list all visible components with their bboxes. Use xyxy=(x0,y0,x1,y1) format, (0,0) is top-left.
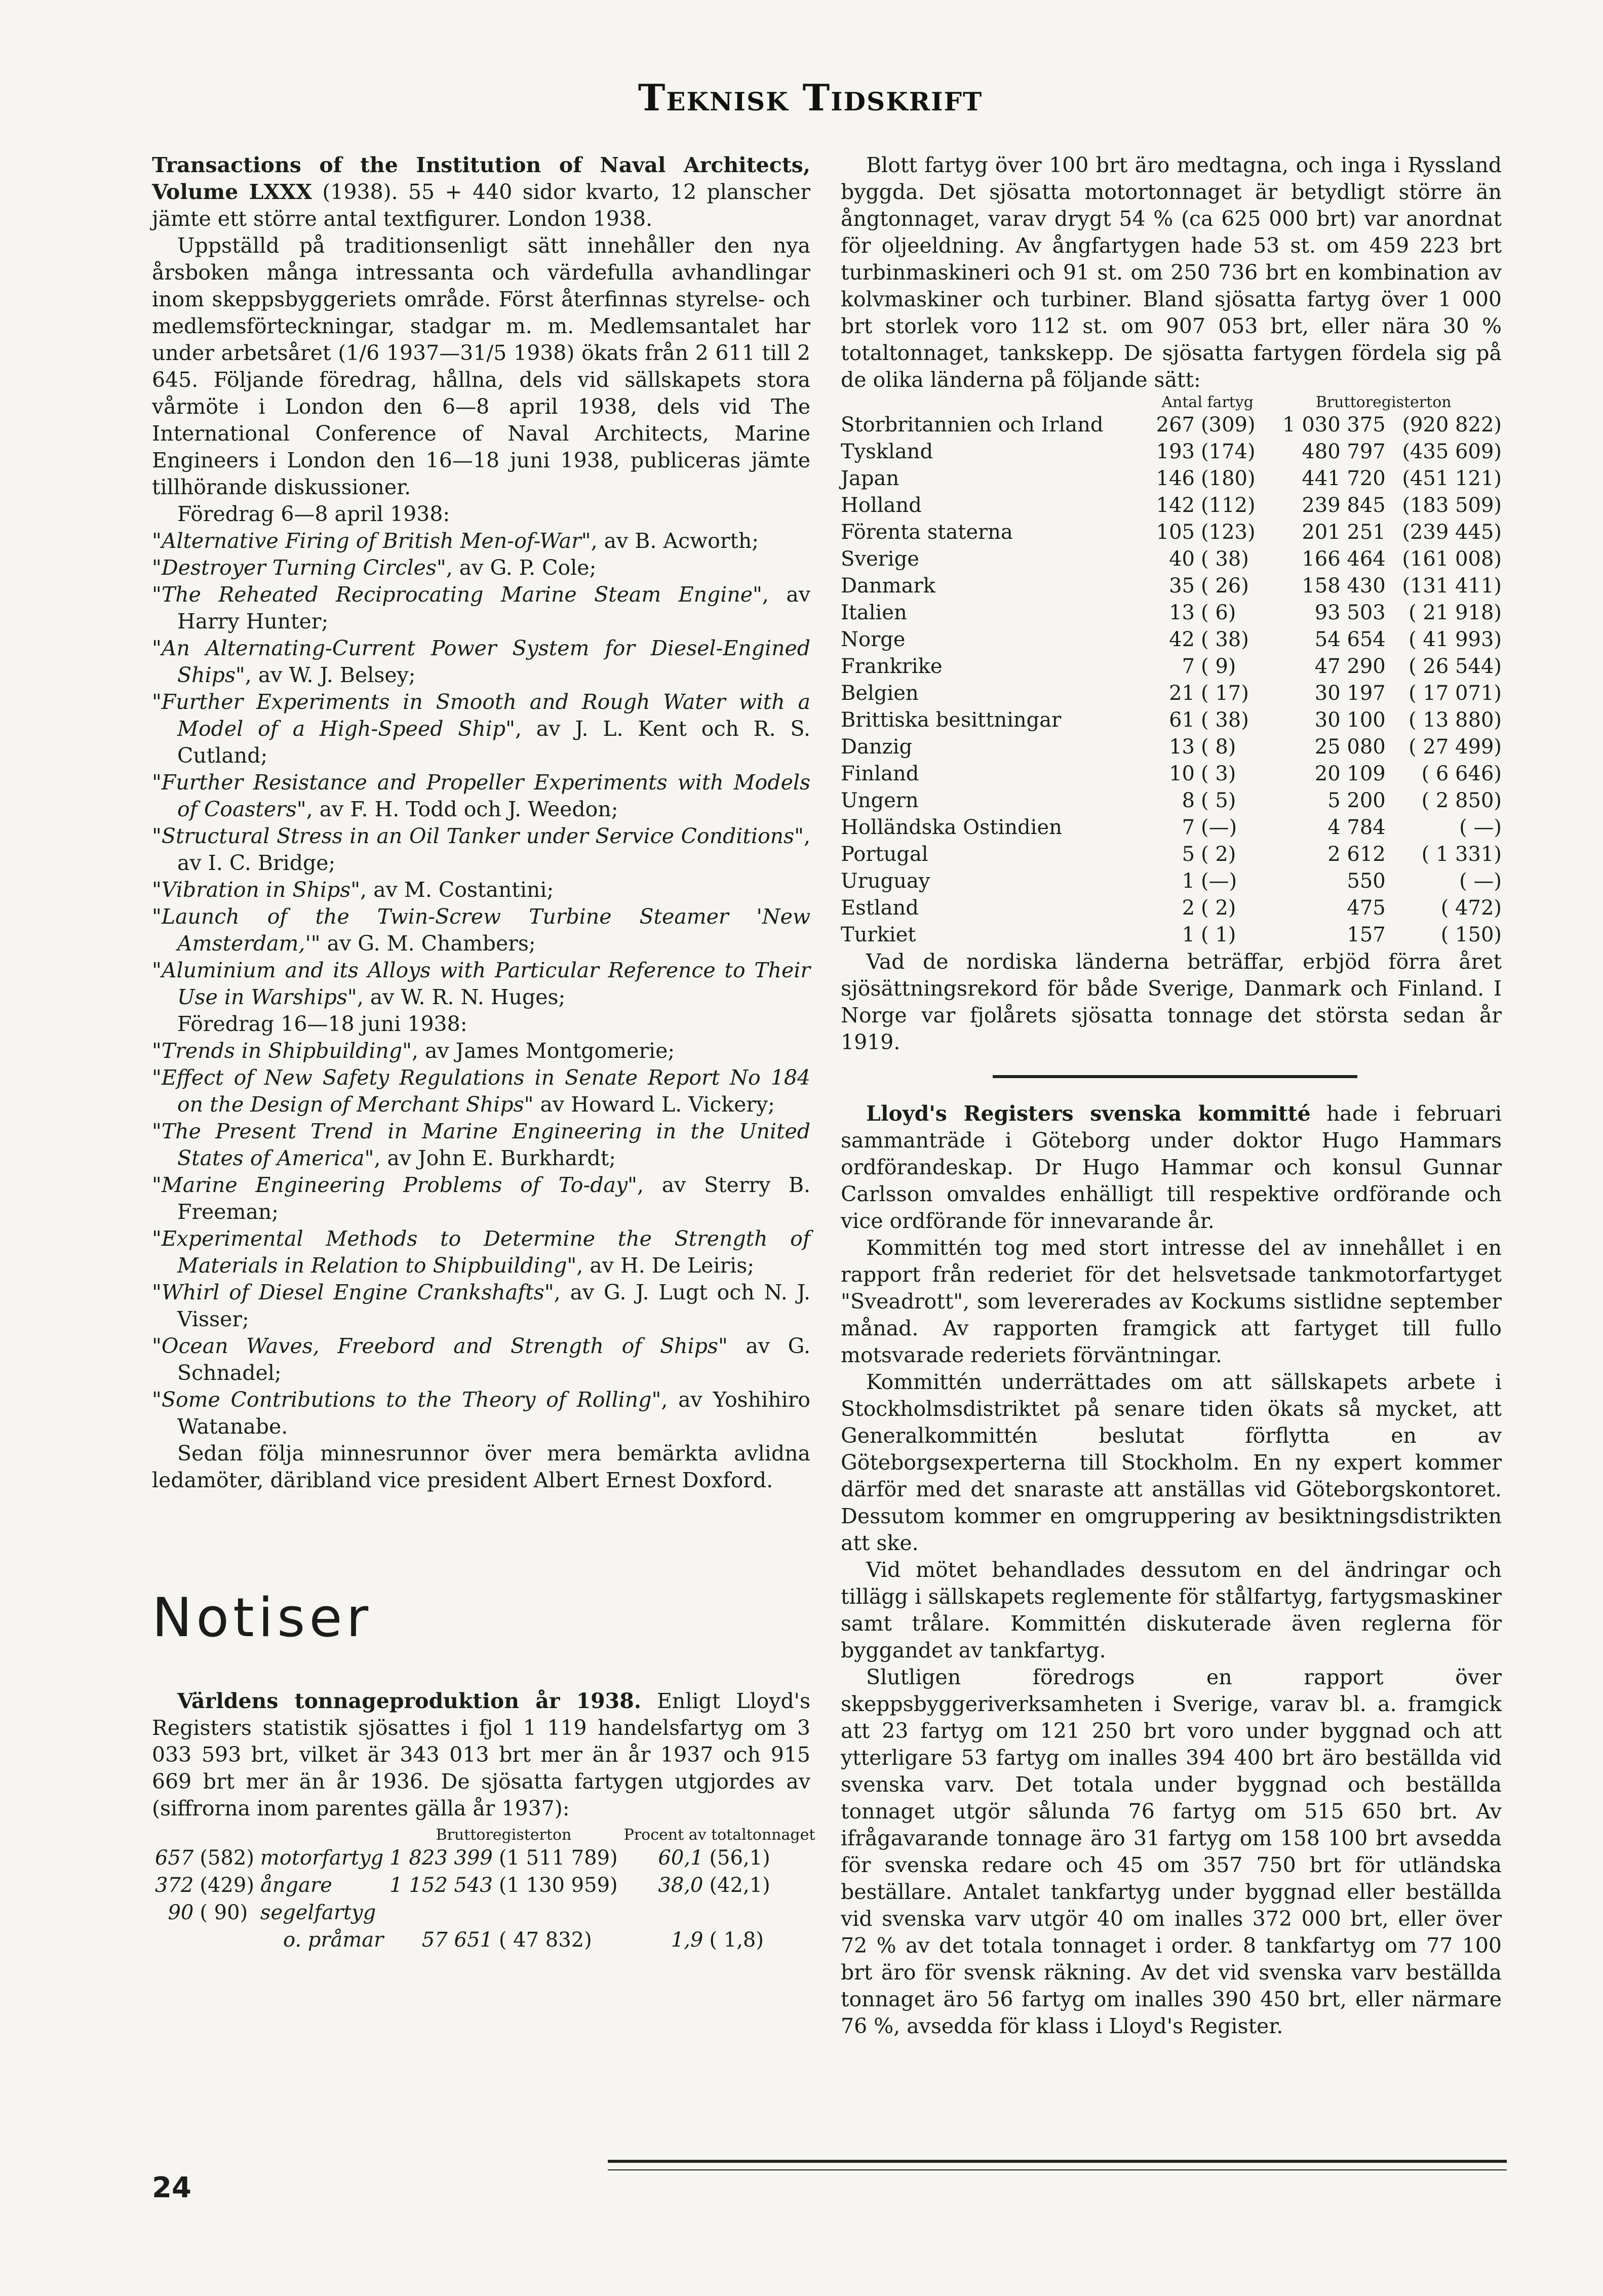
ship-count: 35 xyxy=(1169,574,1195,598)
country-name: Uruguay xyxy=(841,869,930,893)
ship-count-1937: (309) xyxy=(1201,413,1256,437)
shipbuilding-paragraph: Blott fartyg över 100 brt äro medtagna, och inga i Ryssland byggda. Det sjösatta motortonnaget är betydligt större än ångtonnaget, varav drygt 54 % (ca 625 000 brt) var anordnat för oljeeldning. Av ångfartygen hade 53 st. om 459 223 brt turbinmaskineri och 91 st. om 250 736 brt en kombination av kolvmaskiner och turbiner. Bland sjösatta fartyg över 1 000 brt storlek voro 112 st. om 907 053 brt, eller nära 30 % totaltonnaget, tankskepp. De sjösatta fartygen fördela sig på de olika länderna på följande sätt: xyxy=(841,153,1502,392)
gross-tonnage-1937: (183 509) xyxy=(1402,494,1502,517)
paper-entry: "Experimental Methods to Determine the Strength of Materials in Relation to Shipbuilding", av H. De Leiris; xyxy=(152,1226,810,1278)
production-row: 90 ( 90) segelfartyg xyxy=(168,1901,376,1924)
gross-tonnage: 4 784 xyxy=(1327,816,1386,839)
gross-tonnage-1937: ( 150) xyxy=(1440,923,1502,946)
ship-count-1937: (180) xyxy=(1201,467,1256,490)
paper-entry: "Further Experiments in Smooth and Rough Water with a Model of a High-Speed Ship", av J. L. Kent och R. S. Cutland; xyxy=(152,690,810,768)
gross-tonnage-1937: (435 609) xyxy=(1402,440,1502,463)
ship-count: 267 xyxy=(1156,413,1195,437)
production-header-pct: Procent av totaltonnaget xyxy=(623,1826,815,1844)
ship-count-1937: ( 8) xyxy=(1201,735,1236,759)
transactions-intro: Uppställd på traditionsenligt sätt innehåller den nya årsboken många intressanta och värdefulla avhandlingar inom skeppsbyggeriets område. Först återfinnas styrelse- och medlemsförteckningar, stadgar m. m. Medlemsantalet har under arbetsåret (1/6 1937—31/5 1938) ökats från 2 611 till 2 645. Följande föredrag, hållna, dels vid sällskapets stora vårmöte i London den 6—8 april 1938, dels vid The International Conference of Naval Architects, Marine Engineers i London den 16—18 juni 1938, publiceras jämte tillhörande diskussioner. xyxy=(152,233,810,499)
paper-entry: "The Reheated Reciprocating Marine Steam Engine", av Harry Hunter; xyxy=(152,582,810,634)
gross-tonnage: 201 251 xyxy=(1302,521,1386,544)
ship-count: 10 xyxy=(1169,762,1195,785)
paper-entry: "Alternative Firing of British Men-of-War", av B. Acworth; xyxy=(152,529,759,553)
footer-rule-thin xyxy=(608,2169,1507,2170)
country-row xyxy=(841,680,1502,707)
country-name: Portugal xyxy=(841,843,928,866)
transactions-meta: (1938). 55 + 440 sidor kvarto, 12 planscher jämte ett större antal textfigurer. London 1938. xyxy=(152,180,810,231)
country-name: Danzig xyxy=(841,735,913,759)
transactions-entry xyxy=(152,152,810,232)
district-paragraph: Kommittén underrättades om att sällskapets arbete i Stockholmsdistriktet på senare tiden ökats så mycket, att Generalkommittén beslutat förflytta en av Göteborgsexperterna till Stockholm. En ny expert kommer därför med det snaraste att anställas vid Göteborgskontoret. Dessutom kommer en omgruppering av besiktningsdistrikten att ske. xyxy=(841,1370,1502,1555)
paper-entry: "Whirl of Diesel Engine Crankshafts", av G. J. Lugt och N. J. Visser; xyxy=(152,1280,810,1331)
transactions-closing: Sedan följa minnesrunnor över mera bemärkta avlidna ledamöter, däribland vice president Albert Ernest Doxford. xyxy=(152,1441,810,1492)
country-tonnage-table xyxy=(841,393,1502,948)
ship-count: 1 xyxy=(1182,923,1195,946)
gross-tonnage: 158 430 xyxy=(1302,574,1386,598)
paper-entry: "Vibration in Ships", av M. Costantini; xyxy=(152,878,554,902)
ship-count-1937: ( 6) xyxy=(1201,601,1236,624)
notiser-heading: Notiser xyxy=(152,1587,373,1649)
country-name: Belgien xyxy=(841,682,919,705)
gross-tonnage: 157 xyxy=(1347,923,1386,946)
ship-count: 13 xyxy=(1169,735,1195,759)
ship-count: 2 xyxy=(1182,896,1195,920)
gross-tonnage: 441 720 xyxy=(1302,467,1386,490)
country-row xyxy=(841,707,1502,734)
gross-tonnage: 166 464 xyxy=(1302,547,1386,571)
world-tonnage-text: Enligt Lloyd's Registers statistik sjösattes i fjol 1 119 handelsfartyg om 3 033 593 brt, vilket är 343 013 brt mer än år 1937 och 915 669 brt mer än år 1936. De sjösatta fartygen utgjordes av (siffrorna inom parentes gälla år 1937): xyxy=(152,1689,810,1820)
country-name: Japan xyxy=(841,467,900,490)
gross-tonnage-1937: ( 13 880) xyxy=(1409,708,1502,732)
ship-count-1937: (123) xyxy=(1201,521,1256,544)
papers-subheading-june: Föredrag 16—18 juni 1938: xyxy=(177,1012,467,1036)
ship-count: 7 xyxy=(1182,816,1195,839)
country-name: Danmark xyxy=(841,574,935,598)
ship-count: 61 xyxy=(1169,708,1195,732)
gross-tonnage-1937: ( 26 544) xyxy=(1409,655,1502,678)
gross-tonnage-1937: ( —) xyxy=(1459,869,1502,893)
ship-count-1937: ( 38) xyxy=(1201,708,1249,732)
paper-entry: "Destroyer Turning Circles", av G. P. Cole; xyxy=(152,556,597,580)
gross-tonnage-1937: (161 008) xyxy=(1402,547,1502,571)
gross-tonnage-1937: ( 6 646) xyxy=(1421,762,1502,785)
ship-count-1937: (112) xyxy=(1201,494,1256,517)
nordic-paragraph: Vad de nordiska länderna beträffar, erbjöd förra året sjösättningsrekord för både Sverige, Danmark och Finland. I Norge var fjolårets sjösatta tonnage det största sedan år 1919. xyxy=(841,949,1502,1054)
production-row: 372 (429) ångare 1 152 543 (1 130 959) 38,0 (42,1) xyxy=(155,1874,770,1897)
ship-count: 5 xyxy=(1182,843,1195,866)
ship-count-1937: ( 2) xyxy=(1201,896,1236,920)
gross-tonnage: 2 612 xyxy=(1327,843,1386,866)
gross-tonnage: 475 xyxy=(1347,896,1386,920)
gross-tonnage: 239 845 xyxy=(1302,494,1386,517)
country-name: Tyskland xyxy=(841,440,933,463)
country-name: Förenta staterna xyxy=(841,521,1013,544)
ship-count-1937: (174) xyxy=(1201,440,1256,463)
country-name: Ungern xyxy=(841,789,919,812)
country-name: Italien xyxy=(841,601,907,624)
ship-count-1937: ( 38) xyxy=(1201,628,1249,651)
gross-tonnage: 550 xyxy=(1347,869,1386,893)
country-row xyxy=(841,922,1502,948)
ship-count-1937: ( 2) xyxy=(1201,843,1236,866)
paper-entry: "An Alternating-Current Power System for Diesel-Engined Ships", av W. J. Belsey; xyxy=(152,636,810,687)
gross-tonnage: 47 290 xyxy=(1314,655,1386,678)
gross-tonnage-1937: (239 445) xyxy=(1402,521,1502,544)
paper-entry: "Some Contributions to the Theory of Rolling", av Yoshihiro Watanabe. xyxy=(152,1388,810,1439)
ship-count-1937: ( 17) xyxy=(1201,682,1249,705)
country-row xyxy=(841,787,1502,814)
gross-tonnage: 20 109 xyxy=(1314,762,1386,785)
country-name: Holländska Ostindien xyxy=(841,816,1062,839)
papers-subheading-april: Föredrag 6—8 april 1938: xyxy=(177,502,450,526)
country-row xyxy=(841,868,1502,895)
ship-count-1937: ( 9) xyxy=(1201,655,1236,678)
papers-list-june xyxy=(152,1038,810,1440)
production-row: o. pråmar 57 651 ( 47 832) 1,9 ( 1,8) xyxy=(283,1928,764,1952)
ship-count: 193 xyxy=(1156,440,1195,463)
gross-tonnage: 93 503 xyxy=(1314,601,1386,624)
country-row xyxy=(841,734,1502,761)
gross-tonnage-1937: (451 121) xyxy=(1402,467,1502,490)
left-column xyxy=(152,152,815,1954)
gross-tonnage-1937: ( 21 918) xyxy=(1409,601,1502,624)
country-row xyxy=(841,626,1502,653)
country-name: Frankrike xyxy=(841,655,943,678)
gross-tonnage-1937: ( —) xyxy=(1459,816,1502,839)
gross-tonnage-1937: ( 27 499) xyxy=(1409,735,1502,759)
country-name: Holland xyxy=(841,494,922,517)
gross-tonnage: 54 654 xyxy=(1314,628,1386,651)
journal-masthead: Teknisk Tidskrift xyxy=(638,76,983,119)
country-row xyxy=(841,439,1502,465)
gross-tonnage-1937: ( 41 993) xyxy=(1409,628,1502,651)
paper-entry: "The Present Trend in Marine Engineering in the United States of America", av John E. Burkhardt; xyxy=(152,1119,810,1170)
footer-rule xyxy=(608,2160,1507,2163)
country-row xyxy=(841,492,1502,519)
committee-paragraph: Kommittén tog med stort intresse del av innehållet i en rapport från rederiet för det helsvetsade tankmotorfartyget "Sveadrott", som levererades av Kockums sistlidne september månad. Av rapporten framgick att fartyget till fullo motsvarade rederiets förväntningar. xyxy=(841,1236,1502,1367)
production-header-brt: Bruttoregisterton xyxy=(436,1826,572,1844)
production-row: 657 (582) motorfartyg 1 823 399 (1 511 789) 60,1 (56,1) xyxy=(155,1846,770,1870)
paper-entry: "Effect of New Safety Regulations in Senate Report No 184 on the Design of Merchant Ships" av Howard L. Vickery; xyxy=(152,1065,810,1117)
paper-entry: "Ocean Waves, Freebord and Strength of Ships" av G. Schnadel; xyxy=(152,1334,811,1385)
country-table-header xyxy=(841,393,1502,412)
country-row xyxy=(841,519,1502,546)
ship-count-1937: ( 38) xyxy=(1201,547,1249,571)
gross-tonnage: 480 797 xyxy=(1302,440,1386,463)
ship-count: 13 xyxy=(1169,601,1195,624)
ship-count-1937: (—) xyxy=(1201,816,1237,839)
report-paragraph: Slutligen föredrogs en rapport över skeppsbyggeriverksamheten i Sverige, varav bl. a. framgick att 23 fartyg om 121 250 brt voro under byggnad och att ytterligare 53 fartyg om inalles 394 400 brt äro beställda vid svenska varv. Det totala under byggnad och beställda tonnaget utgör sålunda 76 fartyg om 515 650 brt. Av ifrågavarande tonnage äro 31 fartyg om 158 100 brt avsedda för svenska redare och 45 om 357 750 brt för utländska beställare. Antalet tankfartyg under byggnad eller beställda vid svenska varv utgör 40 om inalles 372 000 brt, eller över 72 % av det totala tonnaget i order. 8 tankfartyg om 77 100 brt äro för svensk räkning. Av det vid svenska varv beställda tonnaget äro 56 fartyg om inalles 390 450 brt, eller närmare 76 %, avsedda för klass i Lloyd's Register. xyxy=(841,1665,1502,2038)
ship-count-1937: ( 26) xyxy=(1201,574,1249,598)
production-table-header xyxy=(152,1826,818,1844)
paper-entry: "Further Resistance and Propeller Experiments with Models of Coasters", av F. H. Todd och J. Weedon; xyxy=(152,770,810,821)
paper-entry: "Trends in Shipbuilding", av James Montgomerie; xyxy=(152,1039,675,1063)
ship-count: 40 xyxy=(1169,547,1195,571)
paper-entry: "Marine Engineering Problems of To-day", av Sterry B. Freeman; xyxy=(152,1173,811,1224)
ship-count: 1 xyxy=(1182,869,1195,893)
gross-tonnage: 1 030 375 xyxy=(1282,413,1386,437)
country-name: Finland xyxy=(841,762,919,785)
gross-tonnage-1937: ( 472) xyxy=(1440,896,1502,920)
paper-entry: "Structural Stress in an Oil Tanker under Service Conditions", av I. C. Bridge; xyxy=(152,824,810,875)
country-header-brt: Bruttoregisterton xyxy=(1315,393,1452,411)
country-row xyxy=(841,412,1502,439)
country-name: Norge xyxy=(841,628,906,651)
gross-tonnage: 30 197 xyxy=(1314,682,1386,705)
ship-count: 7 xyxy=(1182,655,1195,678)
lloyds-heading: Lloyd's Registers svenska kommitté xyxy=(866,1101,1311,1126)
gross-tonnage: 30 100 xyxy=(1314,708,1386,732)
ship-count-1937: ( 1) xyxy=(1201,923,1236,946)
country-name: Storbritannien och Irland xyxy=(841,413,1104,437)
transactions-title: Transactions of the Institution of Naval Architects, Volume LXXX xyxy=(152,153,810,204)
gross-tonnage-1937: ( 2 850) xyxy=(1421,789,1502,812)
paper-entry: "Launch of the Twin-Screw Turbine Steamer 'New Amsterdam,'" av G. M. Chambers; xyxy=(152,904,810,956)
lloyds-paragraph xyxy=(841,1100,1502,1235)
country-header-count: Antal fartyg xyxy=(1161,393,1254,411)
ship-count-1937: ( 5) xyxy=(1201,789,1236,812)
rules-paragraph: Vid mötet behandlades dessutom en del ändringar och tillägg i sällskapets reglemente för stålfartyg, fartygsmaskiner samt trålare. Kommittén diskuterade även reglerna för byggandet av tankfartyg. xyxy=(841,1558,1502,1662)
gross-tonnage: 5 200 xyxy=(1327,789,1386,812)
gross-tonnage: 25 080 xyxy=(1314,735,1386,759)
paper-entry: "Aluminium and its Alloys with Particular Reference to Their Use in Warships", av W. R. N. Huges; xyxy=(152,958,810,1009)
gross-tonnage-1937: (920 822) xyxy=(1402,413,1502,437)
section-divider xyxy=(993,1075,1357,1078)
country-name: Estland xyxy=(841,896,919,920)
country-row xyxy=(841,653,1502,680)
world-tonnage-paragraph xyxy=(152,1688,810,1822)
papers-list-april xyxy=(152,528,810,1011)
country-row xyxy=(841,600,1502,626)
ship-count: 21 xyxy=(1169,682,1195,705)
country-row xyxy=(841,841,1502,868)
ship-count: 142 xyxy=(1156,494,1195,517)
gross-tonnage-1937: ( 17 071) xyxy=(1409,682,1502,705)
gross-tonnage-1937: ( 1 331) xyxy=(1421,843,1502,866)
ship-count-1937: ( 3) xyxy=(1201,762,1236,785)
country-row xyxy=(841,895,1502,922)
production-table xyxy=(152,1826,818,1954)
ship-count: 105 xyxy=(1156,521,1195,544)
ship-count: 42 xyxy=(1169,628,1195,651)
page-number: 24 xyxy=(152,2171,191,2204)
country-row xyxy=(841,573,1502,600)
country-name: Turkiet xyxy=(841,923,916,946)
country-row xyxy=(841,814,1502,841)
country-row xyxy=(841,546,1502,573)
gross-tonnage-1937: (131 411) xyxy=(1402,574,1502,598)
ship-count: 146 xyxy=(1156,467,1195,490)
right-column xyxy=(841,152,1502,2040)
country-row xyxy=(841,761,1502,787)
country-name: Sverige xyxy=(841,547,919,571)
ship-count-1937: (—) xyxy=(1201,869,1237,893)
ship-count: 8 xyxy=(1182,789,1195,812)
lloyds-text: hade i februari sammanträde i Göteborg under doktor Hugo Hammars ordförandeskap. Dr Hugo Hammar och konsul Gunnar Carlsson omvaldes enhälligt till respektive ordförande och vice ordförande för innevarande år. xyxy=(841,1101,1502,1233)
world-tonnage-heading: Världens tonnageproduktion år 1938. xyxy=(177,1689,642,1713)
country-name: Brittiska besittningar xyxy=(841,708,1062,732)
country-row xyxy=(841,465,1502,492)
